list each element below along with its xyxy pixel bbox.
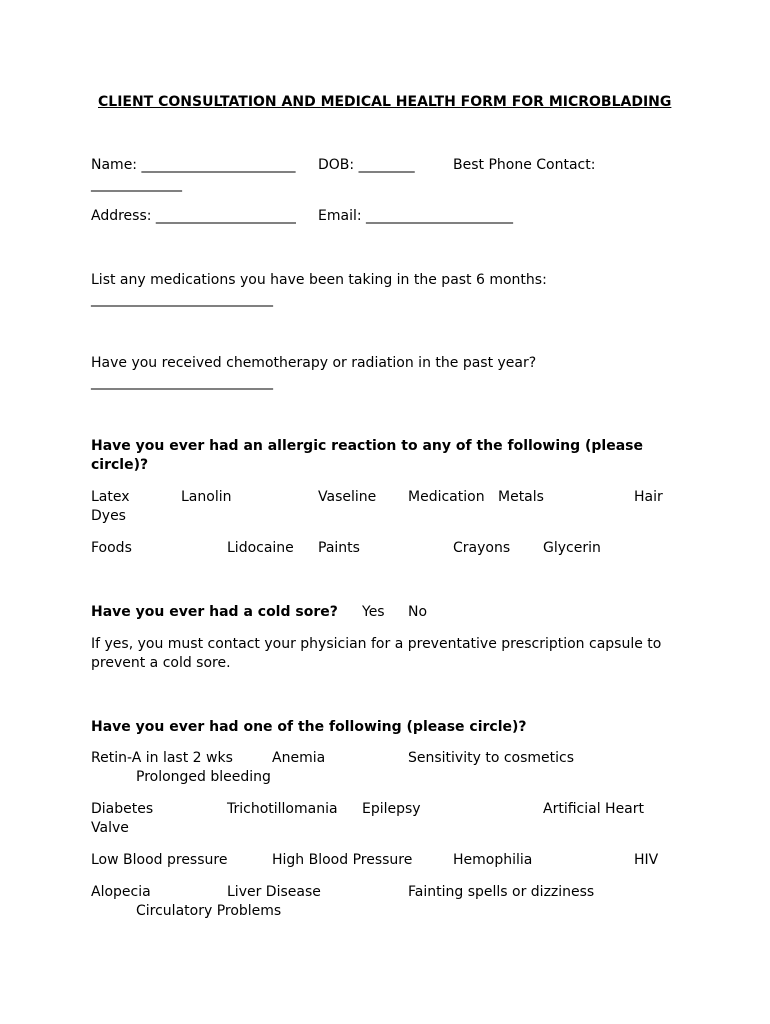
- phone-field[interactable]: _____________: [91, 176, 182, 192]
- condition-option[interactable]: Artificial Heart: [543, 801, 645, 817]
- allergy-option[interactable]: Hair: [634, 489, 663, 505]
- form-title: CLIENT CONSULTATION AND MEDICAL HEALTH FORM FOR MICROBLADING: [98, 94, 672, 110]
- dob-field[interactable]: DOB: ________: [318, 157, 415, 173]
- condition-option[interactable]: Retin-A in last 2 wks: [91, 750, 233, 766]
- allergy-option[interactable]: Glycerin: [543, 540, 601, 556]
- chemo-question: Have you received chemotherapy or radiation in the past year?: [91, 355, 537, 371]
- condition-option[interactable]: Liver Disease: [227, 884, 321, 900]
- allergy-option[interactable]: Medication: [408, 489, 485, 505]
- condition-option[interactable]: Hemophilia: [453, 852, 533, 868]
- allergy-option[interactable]: Foods: [91, 540, 132, 556]
- condition-option[interactable]: Fainting spells or dizziness: [408, 884, 595, 900]
- condition-option[interactable]: Circulatory Problems: [136, 903, 282, 919]
- cold-sore-no[interactable]: No: [408, 604, 428, 620]
- allergy-question: Have you ever had an allergic reaction to any of the following (please: [91, 438, 643, 454]
- allergy-option[interactable]: Crayons: [453, 540, 511, 556]
- allergy-option[interactable]: Paints: [318, 540, 360, 556]
- allergy-option[interactable]: Lanolin: [181, 489, 232, 505]
- condition-option[interactable]: Anemia: [272, 750, 326, 766]
- cold-sore-question: Have you ever had a cold sore?: [91, 604, 338, 620]
- condition-option[interactable]: High Blood Pressure: [272, 852, 413, 868]
- cold-sore-yes[interactable]: Yes: [362, 604, 385, 620]
- medications-question: List any medications you have been taking in the past 6 months:: [91, 272, 547, 288]
- cold-sore-note: If yes, you must contact your physician for a preventative prescription capsule to: [91, 636, 662, 652]
- medications-field[interactable]: __________________________: [91, 291, 273, 307]
- condition-option[interactable]: Epilepsy: [362, 801, 421, 817]
- allergy-option[interactable]: Metals: [498, 489, 544, 505]
- condition-option[interactable]: Trichotillomania: [227, 801, 338, 817]
- condition-option[interactable]: Valve: [91, 820, 129, 836]
- allergy-question-cont: circle)?: [91, 457, 149, 473]
- allergy-option[interactable]: Vaseline: [318, 489, 377, 505]
- condition-option[interactable]: Prolonged bleeding: [136, 769, 271, 785]
- address-field[interactable]: Address: ____________________: [91, 208, 296, 224]
- condition-option[interactable]: Diabetes: [91, 801, 154, 817]
- condition-option[interactable]: Low Blood pressure: [91, 852, 228, 868]
- chemo-field[interactable]: __________________________: [91, 374, 273, 390]
- phone-label: Best Phone Contact:: [453, 157, 596, 173]
- email-field[interactable]: Email: _____________________: [318, 208, 514, 224]
- condition-option[interactable]: HIV: [634, 852, 659, 868]
- condition-option[interactable]: Sensitivity to cosmetics: [408, 750, 575, 766]
- conditions-question: Have you ever had one of the following (please circle)?: [91, 719, 527, 735]
- cold-sore-note-cont: prevent a cold sore.: [91, 655, 231, 671]
- name-field[interactable]: Name: ______________________: [91, 157, 296, 173]
- allergy-option[interactable]: Dyes: [91, 508, 126, 524]
- condition-option[interactable]: Alopecia: [91, 884, 151, 900]
- allergy-option[interactable]: Lidocaine: [227, 540, 294, 556]
- allergy-option[interactable]: Latex: [91, 489, 130, 505]
